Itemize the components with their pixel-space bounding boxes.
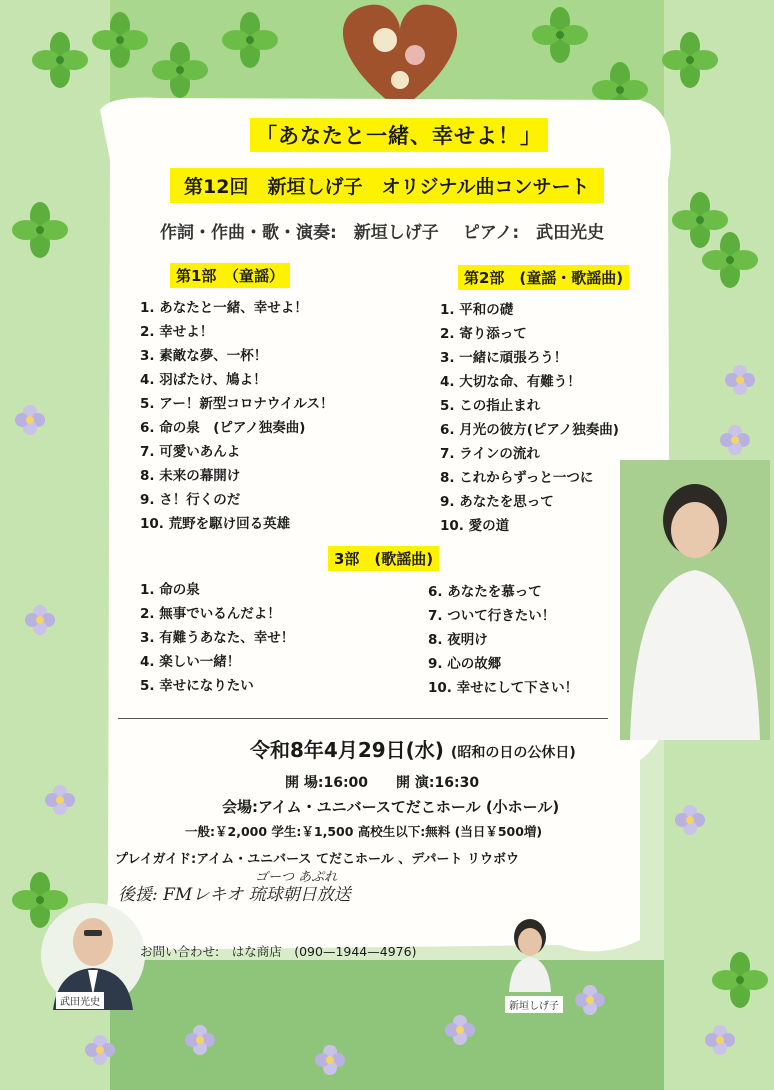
event-venue: 会場:アイム・ユニバースてだこホール (小ホール) bbox=[222, 798, 560, 816]
song-item: 5. アー！新型コロナウイルス！ bbox=[140, 396, 334, 412]
song-item: 2. 無事でいるんだよ！ bbox=[140, 606, 281, 622]
credits-composer: 作詞・作曲・歌・演奏: 新垣しげ子 bbox=[160, 223, 439, 243]
divider-line bbox=[118, 718, 608, 719]
part2-song-list bbox=[440, 298, 619, 538]
song-item: 5. この指止まれ bbox=[440, 398, 541, 414]
song-item: 7. ついて行きたい！ bbox=[428, 608, 556, 624]
part1-song-list bbox=[140, 296, 334, 536]
song-item: 2. 幸せよ！ bbox=[140, 324, 214, 340]
part2-heading: 第2部 (童謡・歌謡曲) bbox=[458, 265, 629, 290]
song-item: 7. 可愛いあんよ bbox=[140, 444, 241, 460]
song-item: 8. 夜明け bbox=[428, 632, 488, 648]
part3-song-list-right bbox=[428, 580, 578, 700]
part1-heading: 第1部 （童謡） bbox=[170, 263, 290, 288]
event-date bbox=[250, 734, 576, 763]
concert-title: 「あなたと一緒、幸せよ！」 bbox=[250, 118, 548, 152]
song-item: 6. 命の泉 (ピアノ独奏曲) bbox=[140, 420, 306, 436]
singer-small-photo bbox=[505, 912, 555, 992]
song-item: 4. 羽ばたけ、鳩よ！ bbox=[140, 372, 267, 388]
song-item: 3. 素敵な夢、一杯！ bbox=[140, 348, 268, 364]
event-support: 後援: FMレキオ 琉球朝日放送 bbox=[118, 885, 351, 905]
song-item: 9. あなたを思って bbox=[440, 494, 554, 510]
song-item: 3. 有難うあなた、幸せ！ bbox=[140, 630, 295, 646]
event-times: 開 場:16:00 開 演:16:30 bbox=[285, 775, 480, 791]
handwritten-note: ゴーつ あぷれ bbox=[255, 870, 338, 885]
song-item: 7. ラインの流れ bbox=[440, 446, 540, 462]
song-item: 5. 幸せになりたい bbox=[140, 678, 254, 694]
song-item: 8. これからずっと一つに bbox=[440, 470, 594, 486]
part3-song-list-left bbox=[140, 578, 294, 698]
song-item: 10. 愛の道 bbox=[440, 518, 510, 534]
credits-piano: ピアノ: 武田光史 bbox=[462, 223, 605, 243]
song-item: 9. 心の故郷 bbox=[428, 656, 502, 672]
song-item: 4. 楽しい一緒！ bbox=[140, 654, 241, 670]
song-item: 1. 命の泉 bbox=[140, 582, 200, 598]
singer-photo bbox=[620, 460, 770, 740]
event-contact: お問い合わせ: はな商店 (090—1944—4976) bbox=[140, 944, 417, 959]
song-item: 6. 月光の彼方(ピアノ独奏曲) bbox=[440, 422, 619, 438]
song-item: 6. あなたを慕って bbox=[428, 584, 542, 600]
song-item: 3. 一緒に頑張ろう！ bbox=[440, 350, 568, 366]
event-date-note: (昭和の日の公休日) bbox=[450, 745, 576, 761]
song-item: 10. 荒野を駆け回る英雄 bbox=[140, 516, 291, 532]
song-item: 1. 平和の礎 bbox=[440, 302, 514, 318]
concert-subtitle: 第12回 新垣しげ子 オリジナル曲コンサート bbox=[170, 168, 604, 203]
song-item: 8. 未来の幕開け bbox=[140, 468, 241, 484]
event-prices: 一般:￥2,000 学生:￥1,500 高校生以下:無料 (当日￥500増) bbox=[185, 824, 543, 839]
event-playguide: プレイガイド:アイム・ユニバース てだこホール 、デパート リウボウ bbox=[115, 852, 519, 867]
song-item: 10. 幸せにして下さい！ bbox=[428, 680, 579, 696]
song-item: 1. あなたと一緒、幸せよ！ bbox=[140, 300, 308, 316]
part3-heading: 3部 (歌謡曲) bbox=[328, 546, 439, 571]
pianist-photo-label: 武田光史 bbox=[56, 992, 104, 1009]
song-item: 2. 寄り添って bbox=[440, 326, 527, 342]
credits bbox=[160, 218, 622, 243]
event-date-text: 令和8年4月29日(水) bbox=[250, 738, 444, 762]
song-item: 4. 大切な命、有難う！ bbox=[440, 374, 581, 390]
singer-small-photo-label: 新垣しげ子 bbox=[505, 996, 563, 1013]
song-item: 9. さ！行くのだ bbox=[140, 492, 241, 508]
